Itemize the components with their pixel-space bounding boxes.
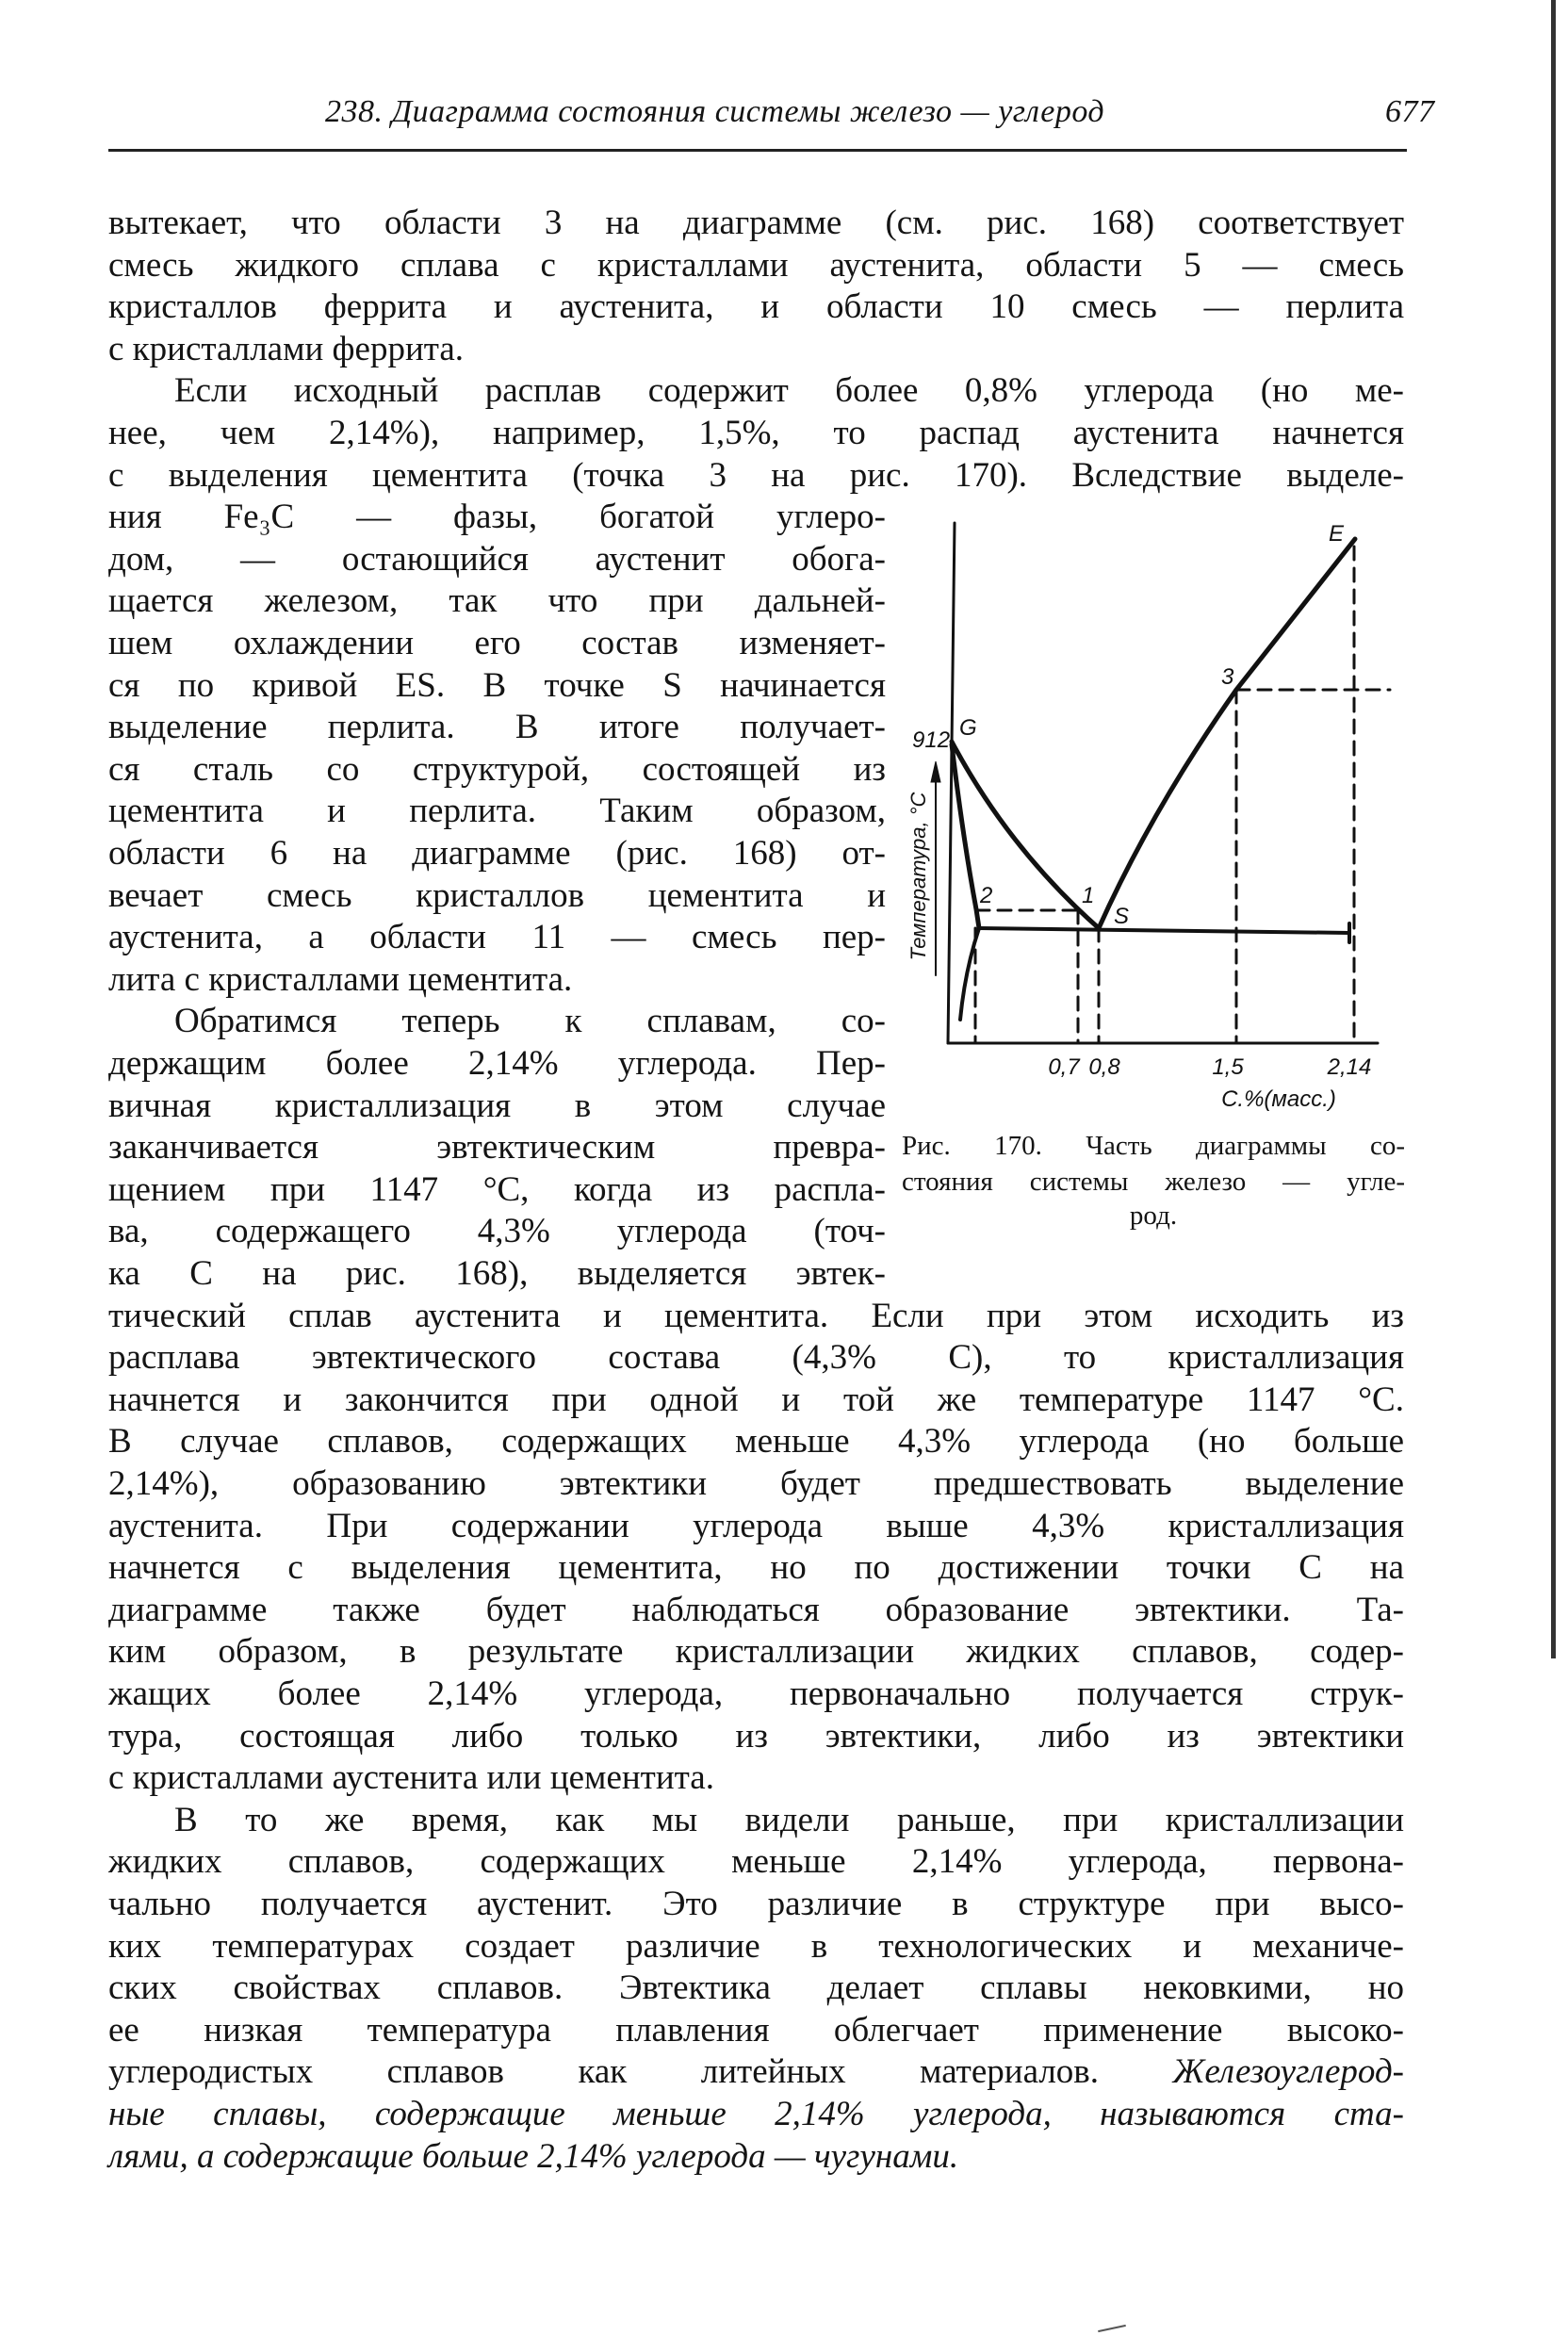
text-line: ка С на рис. 168), выделяется эвтек- [108, 1254, 886, 1293]
text-line [108, 2094, 1404, 2135]
text-line: ся сталь со структурой, состоящей из [108, 749, 886, 789]
text-line: щением при 1147 °С, когда из распла- [108, 1169, 886, 1209]
point-1-label: 1 [1082, 883, 1095, 908]
text-line: вечает смесь кристаллов цементита и [108, 875, 886, 915]
y-axis [948, 523, 955, 1043]
figure-caption-line: стояния системы железо — угле- [902, 1167, 1405, 1197]
scan-edge [1551, 0, 1556, 1658]
text-line: диаграмме также будет наблюдаться образование эвтектики. Та- [108, 1590, 1404, 1629]
text-line: смесь жидкого сплава с кристаллами аустенита, области 5 — смесь [108, 245, 1404, 285]
text-line: начнется и закончится при одной и той же температуре 1147 °С. [108, 1380, 1404, 1419]
running-header-title: 238. Диаграмма состояния системы железо — углерод [325, 94, 1105, 129]
text-line: тура, состоящая либо только из эвтектики, либо из эвтектики [108, 1716, 1404, 1756]
eutectoid-line [979, 928, 1349, 933]
y-axis-label: Температура, °С [906, 792, 930, 961]
text-line: заканчивается эвтектическим превра- [108, 1128, 886, 1168]
text-line: расплава эвтектического состава (4,3% С), то кристаллизация [108, 1338, 1404, 1378]
text-line: с кристаллами феррита. [108, 329, 465, 368]
figure-170 [905, 509, 1413, 1112]
text-line: вытекает, что области 3 на диаграмме (см. рис. 168) соответствует [108, 204, 1404, 242]
x-tick-15: 1,5 [1212, 1054, 1244, 1080]
text-line: вичная кристаллизация в этом случае [108, 1086, 886, 1125]
italic-text: Железоуглерод- [1172, 2052, 1404, 2092]
text-line [108, 2051, 1404, 2093]
text-line: лита с кристаллами цементита. [108, 959, 573, 999]
figure-caption-line: род. [1129, 1200, 1178, 1231]
text-line: области 6 на диаграмме (рис. 168) от- [108, 834, 886, 873]
text-line: с кристаллами аустенита или цементита. [108, 1758, 714, 1798]
text-line [108, 2136, 1404, 2178]
text-line: В то же время, как мы видели раньше, при кристаллизации [174, 1800, 1404, 1839]
text-line: начнется с выделения цементита, но по достижении точки С на [108, 1548, 1404, 1588]
x-axis-label: С.%(масс.) [1221, 1086, 1336, 1112]
text-line: ских свойствах сплавов. Эвтектика делает сплавы нековкими, но [108, 1968, 1404, 2008]
text-line: щается железом, так что при дальней- [108, 581, 886, 621]
curve-gp [952, 744, 979, 928]
text-line: чально получается аустенит. Это различие в структуре при высо- [108, 1885, 1404, 1923]
point-g-label: G [959, 715, 977, 741]
x-tick-08: 0,8 [1088, 1054, 1120, 1080]
x-tick-214: 2,14 [1327, 1054, 1372, 1080]
text-line: выделение перлита. В итоге получает- [108, 708, 886, 747]
page-number: 677 [1385, 94, 1435, 129]
text-line: аустенита, а области 11 — смесь пер- [108, 918, 886, 957]
text-segment: углеродистых сплавов как литейных материалов. [108, 2052, 1173, 2092]
scan-mark [1098, 2325, 1126, 2332]
point-s-label: S [1114, 904, 1130, 929]
text-line: держащим более 2,14% углерода. Пер- [108, 1044, 886, 1083]
text-line: В случае сплавов, содержащих меньше 4,3% углерода (но больше [108, 1422, 1404, 1462]
text-line: ее низкая температура плавления облегчает применение высоко- [108, 2010, 1404, 2050]
text-line: ва, содержащего 4,3% углерода (точ- [108, 1212, 886, 1251]
text-line: Обратимся теперь к сплавам, со- [174, 1002, 886, 1041]
italic-text: лями, а содержащие больше 2,14% углерода — чугунами. [108, 2136, 959, 2176]
text-line: дом, — остающийся аустенит обога- [108, 539, 886, 579]
text-line: жидких сплавов, содержащих меньше 2,14% углерода, первона- [108, 1842, 1404, 1882]
text-line: с выделения цементита (точка 3 на рис. 170). Вследствие выделе- [108, 455, 1404, 495]
text-line: аустенита. При содержании углерода выше 4,3% кристаллизация [108, 1506, 1404, 1545]
point-e-label: E [1329, 521, 1345, 547]
iron-carbon-diagram [905, 509, 1413, 1112]
text-line: ся по кривой ES. В точке S начинается [108, 665, 886, 705]
text-line: 2,14%), образованию эвтектики будет предшествовать выделение [108, 1464, 1404, 1503]
text-line: жащих более 2,14% углерода, первоначально получается струк- [108, 1674, 1404, 1713]
text-line: шем охлаждении его состав изменяет- [108, 624, 886, 662]
text-line: тический сплав аустенита и цементита. Если при этом исходить из [108, 1296, 1404, 1335]
text-line: нее, чем 2,14%), например, 1,5%, то распад аустенита начнется [108, 414, 1404, 452]
text-line: цементита и перлита. Таким образом, [108, 792, 886, 831]
header-rule [108, 149, 1407, 152]
point-2-label: 2 [980, 883, 993, 908]
text-line: ким образом, в результате кристаллизации жидких сплавов, содер- [108, 1632, 1404, 1672]
text-line: кристаллов феррита и аустенита, и области 10 смесь — перлита [108, 287, 1404, 327]
curve-se [1099, 539, 1355, 928]
point-3-label: 3 [1221, 664, 1234, 690]
figure-caption-line: Рис. 170. Часть диаграммы со- [902, 1131, 1405, 1161]
text-line: ния Fe₃C — фазы, богатой углеро- [108, 498, 886, 537]
y-tick-912: 912 [912, 727, 951, 753]
text-line: ких температурах создает различие в технологических и механиче- [108, 1926, 1404, 1966]
italic-text: ные сплавы, содержащие меньше 2,14% углерода, называются ста- [108, 2095, 1404, 2133]
x-tick-07: 0,7 [1048, 1054, 1080, 1080]
text-line: Если исходный расплав содержит более 0,8% углерода (но ме- [174, 371, 1404, 411]
